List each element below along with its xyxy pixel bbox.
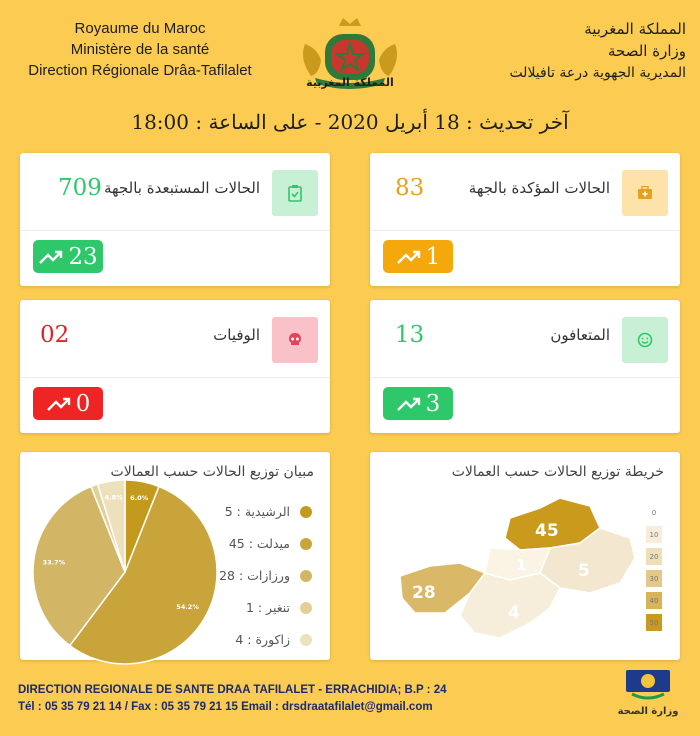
deaths-title: الوفيات bbox=[213, 326, 260, 344]
deaths-delta: 0 bbox=[75, 390, 91, 417]
ministry-logo-label: وزارة الصحة bbox=[617, 706, 679, 717]
card-divider bbox=[370, 377, 680, 378]
medkit-icon bbox=[622, 170, 668, 216]
last-update: آخر تحديث : 18 أبريل 2020 - على الساعة : 18:00 bbox=[131, 110, 569, 134]
legend-label: ميدلت : 45 bbox=[228, 536, 290, 551]
region-map bbox=[390, 488, 640, 658]
header-fr-line-1: Royaume du Maroc bbox=[74, 20, 206, 37]
header-ar-line-3: المديرية الجهوية درعة تافيلالت bbox=[509, 65, 686, 81]
skull-icon bbox=[272, 317, 318, 363]
clipboard-check-icon bbox=[272, 170, 318, 216]
legend-item-tinghir bbox=[246, 600, 312, 615]
map-title: خريطة توزيع الحالات حسب العمالات bbox=[451, 464, 664, 480]
confirmed-delta: 1 bbox=[425, 243, 441, 270]
header-ar-line-1: المملكة المغربية bbox=[584, 20, 686, 38]
footer bbox=[18, 682, 447, 716]
scale-cell: 20 bbox=[646, 548, 662, 565]
smile-icon bbox=[622, 317, 668, 363]
legend-item-errachidia bbox=[225, 504, 312, 519]
pie-chart bbox=[25, 472, 225, 672]
map-label-tinghir: 1 bbox=[516, 556, 527, 574]
card-recovered bbox=[370, 300, 680, 433]
trend-up-icon bbox=[396, 249, 422, 265]
legend-label: تنغير : 1 bbox=[245, 600, 290, 615]
legend-dot bbox=[300, 602, 312, 614]
footer-address: DIRECTION REGIONALE DE SANTE DRAA TAFILALET - ERRACHIDIA; B.P : 24 bbox=[18, 684, 447, 696]
pie-label-4: 4.8% bbox=[104, 493, 123, 502]
recovered-delta: 3 bbox=[425, 390, 441, 417]
excluded-value: 709 bbox=[58, 175, 102, 201]
recovered-title: المتعافون bbox=[550, 326, 610, 344]
card-divider bbox=[20, 377, 330, 378]
scale-cell: 30 bbox=[646, 570, 662, 587]
trend-up-icon bbox=[46, 396, 72, 412]
scale-cell: 50 bbox=[646, 614, 662, 631]
map-scale-legend bbox=[646, 504, 662, 636]
map-label-errachidia: 5 bbox=[578, 561, 590, 581]
legend-label: ورزازات : 28 bbox=[219, 568, 290, 583]
legend-label: زاكورة : 4 bbox=[235, 632, 290, 647]
recovered-delta-badge bbox=[383, 387, 453, 420]
ministry-logo-icon bbox=[622, 668, 674, 702]
excluded-delta: 23 bbox=[68, 243, 98, 270]
pie-label-2: 33.7% bbox=[42, 558, 66, 567]
pie-chart-title: مبيان توزيع الحالات حسب العمالات bbox=[110, 464, 314, 480]
header-fr-line-2: Ministère de la santé bbox=[70, 41, 210, 58]
card-confirmed-cases bbox=[370, 153, 680, 286]
confirmed-value: 83 bbox=[395, 175, 425, 201]
map-label-zagora: 4 bbox=[508, 603, 520, 623]
legend-dot bbox=[300, 538, 312, 550]
pie-label-1: 54.2% bbox=[176, 603, 199, 612]
map-label-midelt: 45 bbox=[535, 521, 559, 541]
card-excluded-cases bbox=[20, 153, 330, 286]
scale-cell: 40 bbox=[646, 592, 662, 609]
scale-cell: 10 bbox=[646, 526, 662, 543]
excluded-title: الحالات المستبعدة بالجهة bbox=[104, 179, 260, 197]
legend-dot bbox=[300, 634, 312, 646]
header-arabic bbox=[426, 18, 686, 84]
card-divider bbox=[20, 230, 330, 231]
confirmed-title: الحالات المؤكدة بالجهة bbox=[468, 179, 610, 197]
header-ar-line-2: وزارة الصحة bbox=[608, 42, 686, 60]
deaths-delta-badge bbox=[33, 387, 103, 420]
header-fr-line-3: Direction Régionale Drâa-Tafilalet bbox=[28, 62, 252, 79]
excluded-delta-badge bbox=[33, 240, 103, 273]
legend-item-ouarzazate bbox=[219, 568, 312, 583]
pie-chart-panel bbox=[20, 452, 330, 660]
trend-up-icon bbox=[38, 249, 64, 265]
pie-label-0: 6.0% bbox=[130, 493, 149, 502]
trend-up-icon bbox=[396, 396, 422, 412]
ministry-logo bbox=[614, 668, 682, 728]
legend-item-midelt bbox=[229, 536, 312, 551]
card-deaths bbox=[20, 300, 330, 433]
card-divider bbox=[370, 230, 680, 231]
legend-item-zagora bbox=[235, 632, 312, 647]
scale-cell: 0 bbox=[646, 504, 662, 521]
deaths-value: 02 bbox=[40, 322, 70, 348]
recovered-value: 13 bbox=[395, 322, 425, 348]
map-panel bbox=[370, 452, 680, 660]
confirmed-delta-badge bbox=[383, 240, 453, 273]
legend-dot bbox=[300, 506, 312, 518]
legend-dot bbox=[300, 570, 312, 582]
map-label-ouarzazate: 28 bbox=[412, 583, 436, 603]
legend-label: الرشيدية : 5 bbox=[224, 504, 290, 519]
emblem-label: المملكة المغربية bbox=[306, 76, 394, 89]
header-french bbox=[20, 18, 260, 81]
footer-contact: Tél : 05 35 79 21 14 / Fax : 05 35 79 21 15 Email : drsdraatafilalet@gmail.com bbox=[18, 701, 433, 713]
